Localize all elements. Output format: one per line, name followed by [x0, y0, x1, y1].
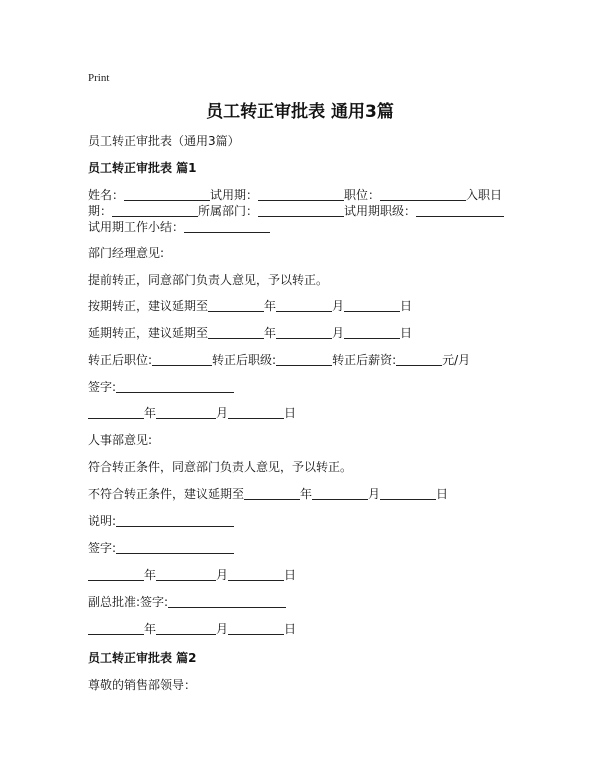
vp-label: 副总批准:签字: — [88, 595, 169, 609]
dept-blank — [258, 204, 344, 217]
notmeet-label: 不符合转正条件，建议延期至 — [88, 487, 245, 501]
hr-notmeet-row: 不符合转正条件，建议延期至 年 月 日 — [88, 487, 449, 501]
ontime-label: 按期转正，建议延期至 — [88, 299, 209, 313]
form-row-dept — [88, 203, 504, 219]
explain-label: 说明: — [88, 514, 117, 528]
sign-label: 签字: — [88, 380, 117, 394]
trial-blank — [258, 188, 344, 201]
section2-greeting: 尊敬的销售部领导： — [88, 678, 197, 692]
explain-row — [88, 513, 234, 529]
form-row-summary — [88, 219, 270, 235]
early-confirm: 提前转正，同意部门负责人意见，予以转正。 — [88, 273, 329, 287]
after-level-label: 转正后职级: — [212, 353, 277, 367]
section1-heading: 员工转正审批表 篇1 — [88, 161, 197, 175]
after-row — [88, 352, 470, 368]
vp-date-row: 年 月 日 — [88, 621, 296, 637]
yuan-label: 元/月 — [442, 353, 471, 367]
join-label-b: 期： — [88, 204, 113, 218]
hr-opinion: 人事部意见: — [88, 433, 153, 447]
delay-row: 延期转正，建议延期至 年 月 日 — [88, 326, 413, 340]
join-label-a: 入职日 — [466, 188, 503, 202]
ontime-row: 按期转正，建议延期至 年 月 日 — [88, 299, 413, 313]
position-label: 职位： — [344, 188, 381, 202]
dept-label: 所属部门： — [198, 204, 259, 218]
print-label: Print — [88, 72, 110, 84]
delay-label: 延期转正，建议延期至 — [88, 326, 209, 340]
vp-sign-row — [88, 594, 286, 610]
name-blank — [124, 188, 210, 201]
page-title: 员工转正审批表 通用3篇 — [206, 102, 394, 122]
hr-sign-label: 签字: — [88, 541, 117, 555]
form-row-name — [88, 187, 502, 203]
summary-blank — [184, 220, 270, 233]
after-salary-label: 转正后薪资: — [332, 353, 397, 367]
hr-sign-row — [88, 540, 234, 556]
position-blank — [380, 188, 466, 201]
manager-opinion: 部门经理意见: — [88, 246, 165, 260]
hr-date-row: 年 月 日 — [88, 567, 296, 583]
summary-label: 试用期工作小结： — [88, 220, 185, 234]
manager-sign-row — [88, 379, 234, 395]
intro-line: 员工转正审批表（通用3篇） — [88, 134, 240, 148]
section2-heading: 员工转正审批表 篇2 — [88, 651, 197, 665]
hr-meet: 符合转正条件，同意部门负责人意见，予以转正。 — [88, 460, 353, 474]
join-blank — [112, 204, 198, 217]
after-pos-label: 转正后职位: — [88, 353, 153, 367]
trial-level-blank — [416, 204, 504, 217]
manager-date-row: 年 月 日 — [88, 405, 296, 421]
trial-level-label: 试用期职级： — [344, 204, 417, 218]
name-label: 姓名： — [88, 188, 125, 202]
trial-label: 试用期： — [210, 188, 259, 202]
